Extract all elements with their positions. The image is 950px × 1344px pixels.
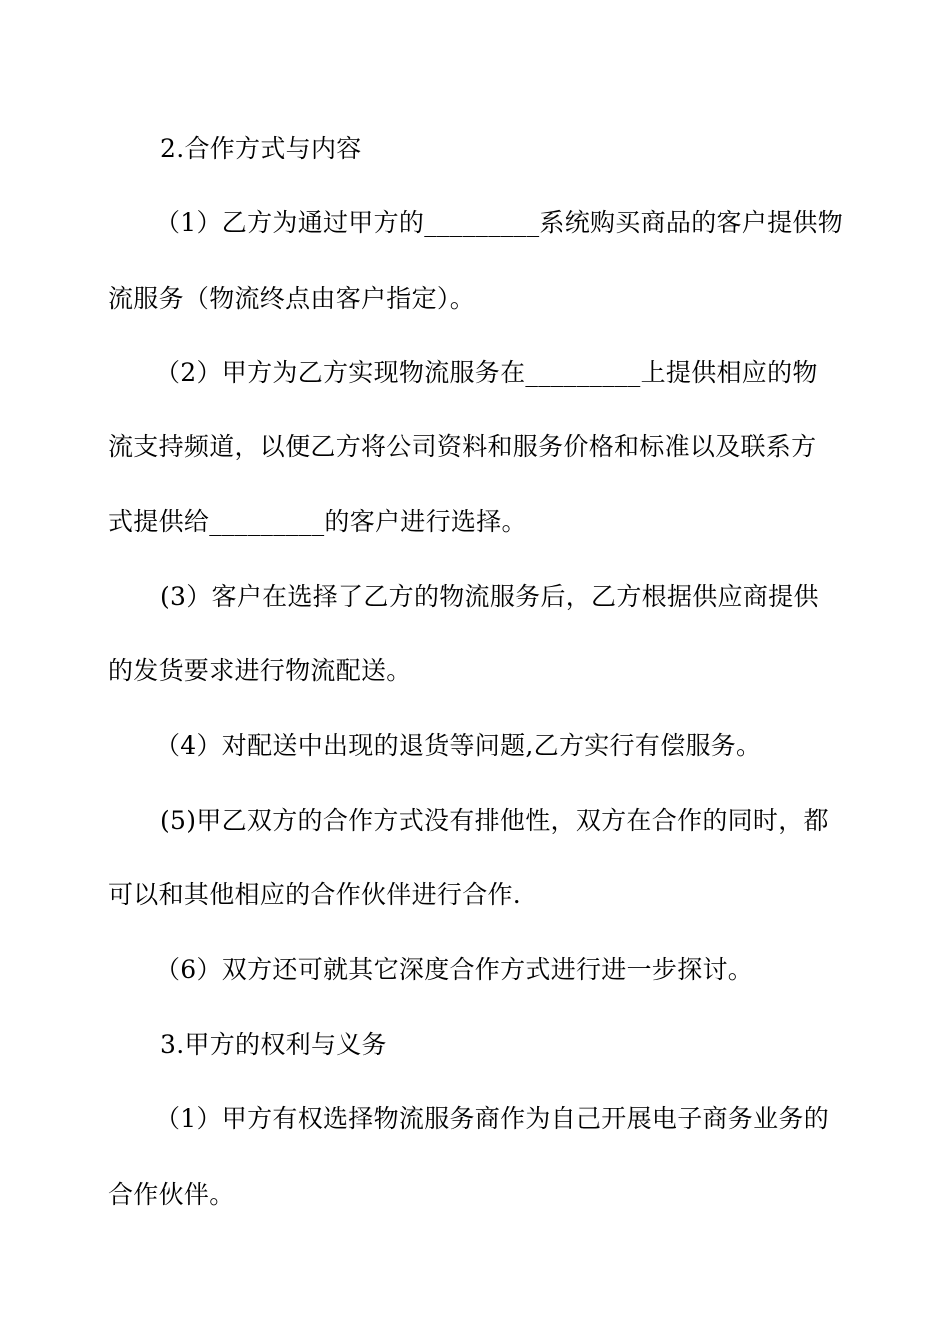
paragraph-line: 流服务（物流终点由客户指定）。: [108, 284, 476, 313]
paragraph-line: (5)甲乙双方的合作方式没有排他性，双方在合作的同时，都: [160, 806, 829, 835]
paragraph-line: （4）对配送中出现的退货等问题,乙方实行有偿服务。: [155, 731, 762, 760]
paragraph-line: (3）客户在选择了乙方的物流服务后，乙方根据供应商提供: [160, 582, 819, 611]
paragraph-line: 的发货要求进行物流配送。: [108, 656, 412, 685]
section-heading-cooperation: 2.合作方式与内容: [160, 134, 362, 163]
paragraph-line: （6）双方还可就其它深度合作方式进行进一步探讨。: [155, 955, 754, 984]
paragraph-line: 合作伙伴。: [108, 1180, 235, 1209]
section-heading-rights: 3.甲方的权利与义务: [160, 1030, 387, 1059]
paragraph-line: 可以和其他相应的合作伙伴进行合作.: [108, 880, 522, 909]
paragraph-line: 流支持频道，以便乙方将公司资料和服务价格和标准以及联系方: [108, 432, 817, 461]
paragraph-line: 式提供给_________的客户进行选择。: [108, 507, 527, 536]
paragraph-line: （2）甲方为乙方实现物流服务在_________上提供相应的物: [155, 358, 818, 387]
paragraph-line: （1）甲方有权选择物流服务商作为自己开展电子商务业务的: [155, 1104, 830, 1133]
paragraph-line: （1）乙方为通过甲方的_________系统购买商品的客户提供物: [155, 208, 844, 237]
